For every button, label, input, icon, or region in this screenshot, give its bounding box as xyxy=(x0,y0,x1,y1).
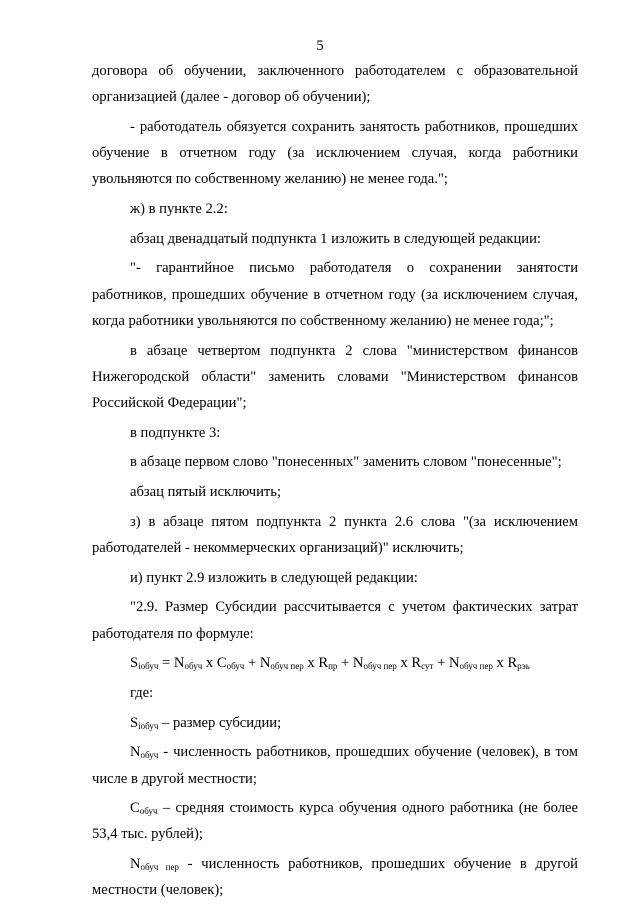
formula-subscript: пр xyxy=(328,661,338,672)
paragraph: з) в абзаце пятом подпункта 2 пункта 2.6 слова "(за исключением работодателей - некоммерческих организаций)" исключить; xyxy=(92,513,578,556)
formula-operator: x xyxy=(202,655,217,672)
paragraph: ж) в пункте 2.2: xyxy=(130,201,228,218)
paragraph: договора об обучении, заключенного работодателем с образовательной организацией (далее - договор об обучении); xyxy=(92,63,578,106)
paragraph: абзац пятый исключить; xyxy=(130,484,282,501)
formula-operator: + xyxy=(244,655,260,672)
definition-text: - численность работников, прошедших обучение (человек), в том числе в другой местности; xyxy=(92,744,578,787)
definition-item xyxy=(92,795,578,847)
formula-operator: x xyxy=(492,655,508,672)
formula-operator: x xyxy=(303,655,319,672)
paragraph: в подпункте 3: xyxy=(130,424,221,441)
where-label: где: xyxy=(130,684,154,701)
definition-text: – средняя стоимость курса обучения одного работника (не более 53,4 тыс. рублей); xyxy=(92,800,578,843)
document-body xyxy=(92,58,578,907)
formula-symbol: R xyxy=(507,655,518,672)
definition-subscript: iобуч xyxy=(138,720,159,731)
formula-subscript: обуч пер xyxy=(459,661,493,672)
formula-subscript: рэь xyxy=(517,661,530,672)
formula-symbol: N xyxy=(448,655,460,672)
formula-symbol: C xyxy=(216,655,227,672)
formula-operator: = xyxy=(158,655,174,672)
formula-subscript: обуч xyxy=(184,661,203,672)
formula-operator: + xyxy=(337,655,353,672)
formula-subscript: iобуч xyxy=(138,661,159,672)
paragraph: "- гарантийное письмо работодателя о сохранении занятости работников, прошедших обучение в отчетном году (за исключением случая, когда работники увольняются по собственному желанию) не менее года;"; xyxy=(92,260,578,329)
paragraph: в абзаце первом слово "понесенных" заменить словом "понесенные"; xyxy=(130,454,562,471)
formula-symbol: R xyxy=(318,655,329,672)
definition-item xyxy=(92,851,578,903)
definition-item xyxy=(92,710,578,736)
formula-subscript: обуч xyxy=(226,661,245,672)
formula-subscript: обуч пер xyxy=(363,661,397,672)
formula-symbol: N xyxy=(259,655,271,672)
page-number: 5 xyxy=(316,38,324,54)
paragraph: в абзаце четвертом подпункта 2 слова "министерством финансов Нижегородской области" заменить словами "Министерством финансов Российской Федерации"; xyxy=(92,342,578,411)
formula-symbol: R xyxy=(411,655,422,672)
formula-subscript: сут xyxy=(421,661,434,672)
definition-subscript: обуч xyxy=(139,806,158,817)
definition-symbol: S xyxy=(130,714,139,731)
formula-subscript: обуч пер xyxy=(270,661,304,672)
paragraph: абзац двенадцатый подпункта 1 изложить в следующей редакции: xyxy=(130,230,541,247)
definition-text: - численность работников, прошедших обучение в другой местности (человек); xyxy=(92,856,578,899)
formula-symbol: S xyxy=(130,655,139,672)
definition-subscript: обуч xyxy=(140,750,159,761)
formula-symbol: N xyxy=(352,655,364,672)
paragraph: - работодатель обязуется сохранить занятость работников, прошедших обучение в отчетном году (за исключением случая, когда работники увольняются по собственному желанию) не менее года."; xyxy=(92,118,578,188)
paragraph: "2.9. Размер Субсидии рассчитывается с учетом фактических затрат работодателя по формуле: xyxy=(92,599,578,642)
definition-symbol: C xyxy=(130,800,140,817)
subsidy-formula xyxy=(92,650,578,676)
definition-text: – размер субсидии; xyxy=(158,714,282,731)
definition-item xyxy=(92,739,578,791)
paragraph: и) пункт 2.9 изложить в следующей редакции: xyxy=(130,569,418,586)
definition-symbol: N xyxy=(130,856,141,873)
formula-operator: + xyxy=(433,655,449,672)
definition-symbol: N xyxy=(130,744,141,761)
definition-subscript: обуч пер xyxy=(140,862,179,873)
formula-symbol: N xyxy=(173,655,185,672)
formula-operator: x xyxy=(396,655,412,672)
